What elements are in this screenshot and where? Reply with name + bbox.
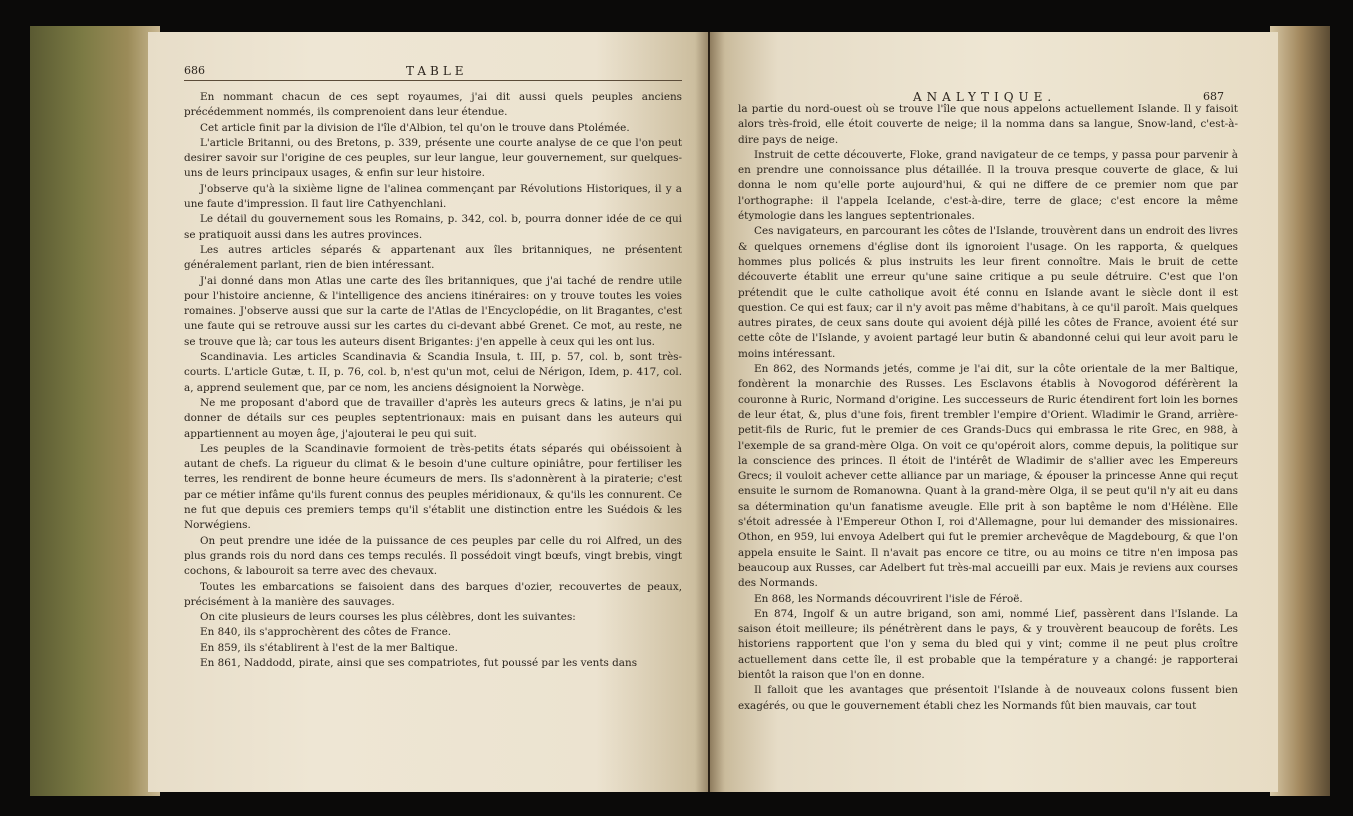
open-book: [30, 16, 1330, 806]
paragraph: Les peuples de la Scandinavie formoient de très-petits états séparés qui obéissoient à autant de chefs. La rigueur du climat & le besoin d'une culture opiniâtre, pour fertiliser les terres, les rendirent de bonne heure écumeurs de mers. Ils s'adonnèrent à la piraterie; c'est par ce métier infâme qu'ils furent connus des peuples méridionaux, & qu'ils les connurent. Ce ne fut que depuis ces premiers temps qu'il s'établit une distinction entre les Suédois & les Norwégiens.: [184, 442, 682, 532]
paragraph: En 862, des Normands jetés, comme je l'ai dit, sur la côte orientale de la mer Baltique, fondèrent la monarchie des Russes. Les Esclavons établis à Novogorod déférèrent la couronne à Ruric, Normand d'origine. Les successeurs de Ruric étendirent fort loin les bornes de leur état, &, plus d'une fois, firent trembler l'empire d'Orient. Wladimir le Grand, arrière-petit-fils de Ruric, fut le premier de ces Grands-Ducs qui embrassa le rite Grec, en 988, à l'exemple de sa grand-mère Olga. On voit ce qu'opéroit alors, comme depuis, la politique sur la conscience des princes. Il étoit de l'intérêt de Wladimir de s'allier avec les Empereurs Grecs; il vouloit achever cette alliance par un mariage, & épouser la princesse Anne qui reçut ensuite le surnom de Romanowna. Quant à la grand-mère Olga, il se peut qu'il n'y ait eu dans sa détermination qu'un fanatisme aveugle. Elle prit à son baptême le nom d'Hélène. Elle s'étoit adressée à l'Empereur Othon I, roi d'Allemagne, pour lui demander des missionaires. Othon, en 959, lui envoya Adelbert qui fut le premier archevêque de Magdebourg, & que l'on appela ensuite le Saint. Il n'avait pas encore ce titre, ou au moins ce titre n'en imposa pas beaucoup aux Russes, car Adelbert fut très-mal accueilli par eux. Mais je reviens aux courses des Normands.: [738, 363, 1238, 590]
paragraph: Toutes les embarcations se faisoient dans des barques d'ozier, recouvertes de peaux, précisément à la manière des sauvages.: [184, 580, 682, 608]
paragraph: En 861, Naddodd, pirate, ainsi que ses compatriotes, fut poussé par les vents dans: [200, 656, 638, 669]
paragraph: Il falloit que les avantages que présentoit l'Islande à de nouveaux colons fussent bien exagérés, ou que le gouvernement établi chez les Normands fût bien mauvais, car tout: [738, 684, 1238, 712]
paragraph: J'ai donné dans mon Atlas une carte des îles britanniques, que j'ai taché de rendre utile pour l'histoire ancienne, & l'intelligence des anciens itinéraires: on y trouve toutes les voies romaines. J'observe aussi que sur la carte de l'Atlas de l'Encyclopédie, on lit Bragantes, c'est une faute qui se retrouve aussi sur les cartes du ci-devant abbé Grenet. Ce mot, au reste, ne se trouve que là; car tous les auteurs disent Brigantes: j'en appelle à ceux qui les ont lus.: [184, 274, 682, 348]
paragraph: En 859, ils s'établirent à l'est de la mer Baltique.: [200, 641, 458, 654]
right-page-number: 687: [1203, 90, 1224, 103]
page-edges-left: [30, 26, 160, 796]
left-running-head: TABLE: [406, 64, 468, 78]
right-page: [710, 32, 1278, 792]
paragraph: En 868, les Normands découvrirent l'isle de Féroë.: [754, 592, 1023, 605]
paragraph: Les autres articles séparés & appartenant aux îles britanniques, ne présentent généralement parlant, rien de bien intéressant.: [184, 243, 682, 272]
paragraph: L'article Britanni, ou des Bretons, p. 339, présente une courte analyse de ce que l'on peut desirer savoir sur l'origine de ces peuples, sur leur langue, leur gouvernement, sur quelques-uns de leurs principaux usages, & enfin sur leur histoire.: [184, 136, 682, 180]
paragraph: En 840, ils s'approchèrent des côtes de France.: [200, 626, 452, 639]
paragraph: la partie du nord-ouest où se trouve l'île que nous appelons actuellement Islande. Il y faisoit alors très-froid, elle étoit couverte de neige; il la nomma dans sa langue, Snow-land, c'est-à-dire pays de neige.: [738, 103, 1238, 146]
paragraph: Instruit de cette découverte, Floke, grand navigateur de ce temps, y passa pour parvenir à en prendre une connoissance plus détaillée. Il la trouva presque couverte de glace, & lui donna le nom qu'elle porte aujourd'hui, & qui ne differe de ce premier nom que par l'orthographe: il l'appela Icelande, c'est-à-dire, terre de glace; c'est encore la même étymologie dans les langues septentrionales.: [738, 148, 1238, 223]
left-page: [148, 32, 708, 792]
book-gutter: [695, 32, 725, 792]
paragraph: Ne me proposant d'abord que de travailler d'après les auteurs grecs & latins, je n'ai pu donner de détails sur ces peuples septentrionaux: mais en puisant dans les auteurs qui appartiennent au moyen âge, j'ajouterai le peu qui suit.: [184, 396, 682, 440]
paragraph: Cet article finit par la division de l'île d'Albion, tel qu'on le trouve dans Ptolémée.: [200, 121, 630, 134]
paragraph: Ces navigateurs, en parcourant les côtes de l'Islande, trouvèrent dans un endroit des livres & quelques ornemens d'église dont ils ignoroient l'usage. On les rapporta, & quelques hommes plus policés & plus instruits les leur firent connoître. Mais le bruit de cette découverte établit une erreur qu'une saine critique a pu seule détruire. C'est que l'on prétendit que le culte catholique avoit été connu en Islande avant le siècle dont il est question. Ce qui est faux; car il n'y avoit pas même d'habitans, à ce qu'il paroît. Mais quelques autres pirates, de ceux sans doute qui avoient déjà pillé les côtes de France, avoient été sur cette côte de l'Islande, y avoient partagé leur butin & abandonné celui qui leur avoit paru le moins intéressant.: [738, 225, 1238, 360]
right-page-text: [738, 102, 1238, 714]
header-rule: [184, 80, 682, 81]
paragraph: On cite plusieurs de leurs courses les plus célèbres, dont les suivantes:: [200, 611, 576, 624]
paragraph: En 874, Ingolf & un autre brigand, son ami, nommé Lief, passèrent dans l'Islande. La saison étoit meilleure; ils pénétrèrent dans le pays, & y trouvèrent beaucoup de forêts. Les historiens rapportent que l'on y sema du bled qui y vint; comme il ne peut plus croître actuellement dans cette île, il est probable que la température y a changé: je rapporterai bientôt la raison que l'on en donne.: [738, 607, 1238, 681]
right-running-head: ANALYTIQUE.: [913, 90, 1057, 104]
left-page-number: 686: [184, 64, 205, 77]
paragraph: Scandinavia. Les articles Scandinavia & Scandia Insula, t. III, p. 57, col. b, sont très-courts. L'article Gutæ, t. II, p. 76, col. b, n'est qu'un mot, celui de Nérigon, Idem, p. 417, col. a, apprend seulement que, par ce nom, les anciens désignoient la Norwège.: [184, 351, 682, 394]
page-edges-right: [1270, 26, 1330, 796]
paragraph: En nommant chacun de ces sept royaumes, j'ai dit aussi quels peuples anciens précédemment nommés, ils comprenoient dans leur étendue.: [184, 91, 682, 119]
paragraph: J'observe qu'à la sixième ligne de l'alinea commençant par Révolutions Historiques, il y a une faute d'impression. Il faut lire Cathyenchlani.: [184, 182, 682, 211]
paragraph: On peut prendre une idée de la puissance de ces peuples par celle du roi Alfred, un des plus grands rois du nord dans ces temps reculés. Il possédoit vingt bœufs, vingt brebis, vingt cochons, & labouroit sa terre avec des chevaux.: [184, 534, 682, 578]
left-page-text: [184, 90, 682, 671]
paragraph: Le détail du gouvernement sous les Romains, p. 342, col. b, pourra donner idée de ce qui se pratiquoit aussi dans les autres provinces.: [184, 213, 682, 241]
